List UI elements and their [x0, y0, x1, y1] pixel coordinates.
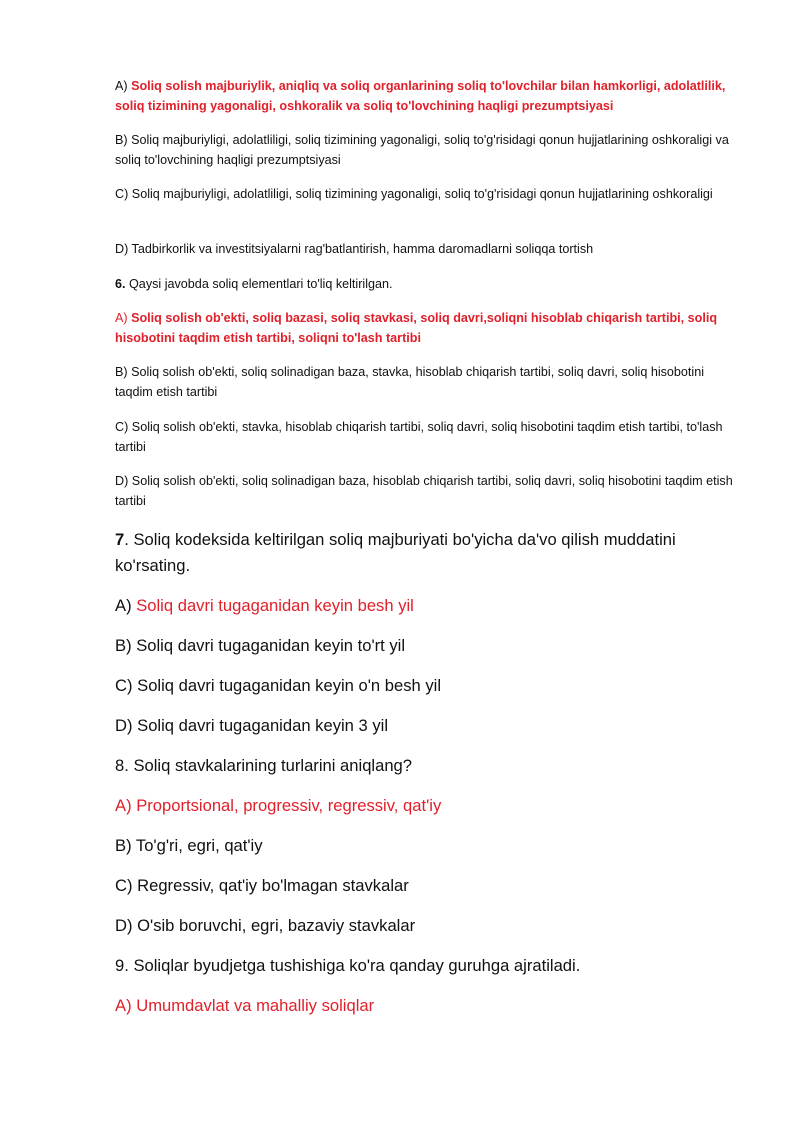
q8-option-d: D) O'sib boruvchi, egri, bazaviy stavkalar — [115, 916, 416, 935]
q5-option-c: C) Soliq majburiyligi, adolatliligi, soliq tizimining yagonaligi, soliq to'g'risidagi qonun hujjatlarining oshkoraligi — [115, 187, 713, 201]
q6-option-d: D) Soliq solish ob'ekti, soliq solinadigan baza, hisoblab chiqarish tartibi, soliq davri, soliq hisobotini taqdim etish tartibi — [115, 474, 733, 508]
q5-option-b: B) Soliq majburiyligi, adolatliligi, soliq tizimining yagonaligi, soliq to'g'risidagi qonun hujjatlarining oshkoraligi va soliq to'lovchining haqligi prezumptsiyasi — [115, 133, 729, 167]
q7-option-a — [115, 593, 740, 619]
q5-option-a-prefix: A) — [115, 79, 128, 93]
q7-option-a-prefix: A) — [115, 596, 132, 615]
q7-number: 7 — [115, 530, 125, 549]
q7-option-b: B) Soliq davri tugaganidan keyin to'rt yil — [115, 636, 406, 655]
q8-option-b: B) To'g'ri, egri, qat'iy — [115, 836, 263, 855]
q5-option-d: D) Tadbirkorlik va investitsiyalarni rag'batlantirish, hamma daromadlarni soliqqa tortish — [115, 242, 594, 256]
q8-option-c: C) Regressiv, qat'iy bo'lmagan stavkalar — [115, 876, 409, 895]
q8-option-a: A) Proportsional, progressiv, regressiv, qat'iy — [115, 796, 442, 815]
q6-number: 6. — [115, 277, 126, 291]
q7-option-d: D) Soliq davri tugaganidan keyin 3 yil — [115, 716, 389, 735]
q7-question-text: . Soliq kodeksida keltirilgan soliq majburiyati bo'yicha da'vo qilish muddatini ko'rsating. — [115, 530, 676, 575]
q6-option-b: B) Soliq solish ob'ekti, soliq solinadigan baza, stavka, hisoblab chiqarish tartibi, soliq davri, soliq hisobotini taqdim etish tartibi — [115, 365, 705, 399]
q7-option-c: C) Soliq davri tugaganidan keyin o'n besh yil — [115, 676, 442, 695]
q6-option-a-prefix: A) — [115, 311, 128, 325]
q8-question: 8. Soliq stavkalarining turlarini aniqlang? — [115, 756, 413, 775]
q7-question — [115, 527, 740, 579]
q5-option-a-text: Soliq solish majburiylik, aniqliq va soliq organlarining soliq to'lovchilar bilan hamkorligi, adolatlilik, soliq tizimining yagonaligi, oshkoralik va soliq to'lovchining haqligi prezumptsiyasi — [115, 79, 726, 113]
q6-option-c: C) Soliq solish ob'ekti, stavka, hisoblab chiqarish tartibi, soliq davri, soliq hisobotini taqdim etish tartibi, to'lash tartibi — [115, 420, 723, 454]
q7-option-a-text: Soliq davri tugaganidan keyin besh yil — [131, 596, 414, 615]
q5-option-a — [115, 76, 740, 116]
q9-question: 9. Soliqlar byudjetga tushishiga ko'ra qanday guruhga ajratiladi. — [115, 956, 581, 975]
q9-option-a: A) Umumdavlat va mahalliy soliqlar — [115, 996, 375, 1015]
q6-option-a — [115, 308, 740, 348]
q6-option-a-text: Soliq solish ob'ekti, soliq bazasi, soliq stavkasi, soliq davri,soliqni hisoblab chiqarish tartibi, soliq hisobotini taqdim etish tartibi, soliqni to'lash tartibi — [115, 311, 718, 345]
q6-question-text: Qaysi javobda soliq elementlari to'liq keltirilgan. — [125, 277, 393, 291]
q6-question — [115, 274, 740, 294]
